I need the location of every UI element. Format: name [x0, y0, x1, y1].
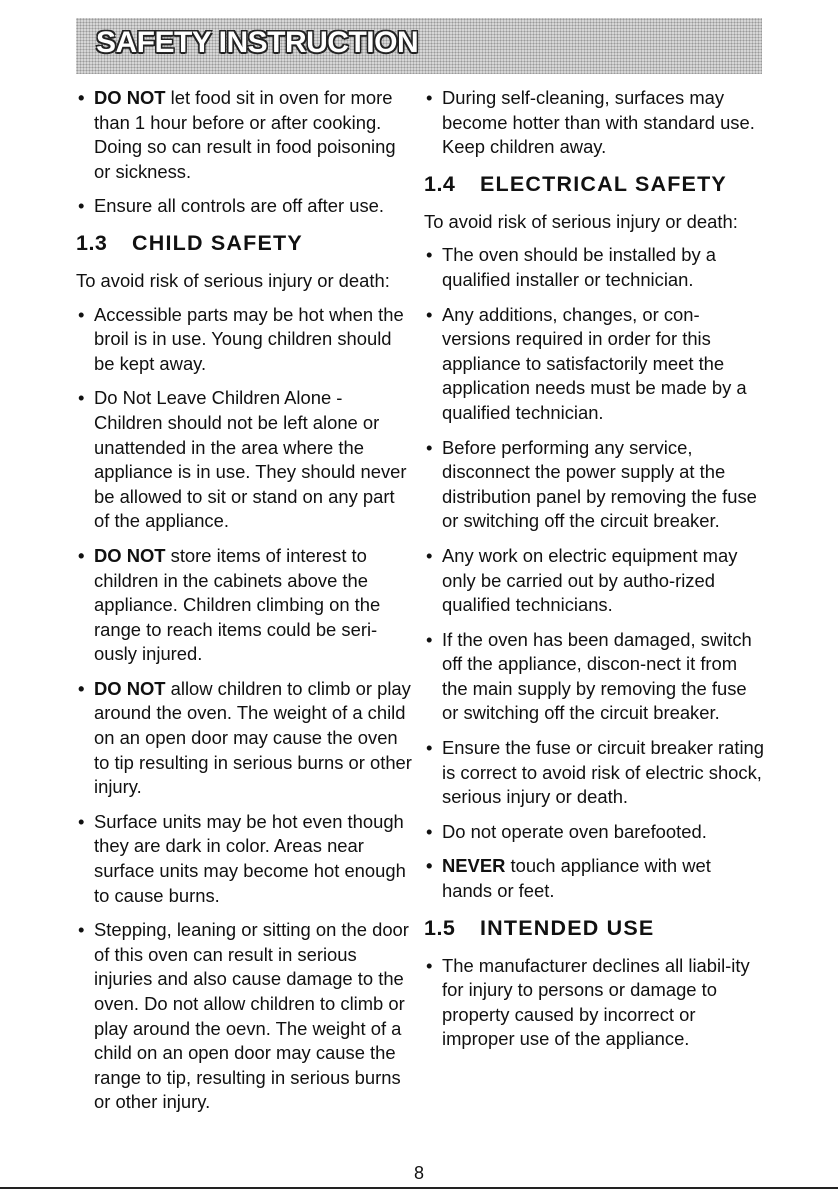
section-heading-electrical-safety: 1.4 ELECTRICAL SAFETY [424, 171, 727, 196]
list-item: • DO NOT allow children to climb or play around the oven. The weight of a child on an open door may cause the oven to tip resulting in serious burns or other injury. [76, 677, 412, 800]
list-item: • Accessible parts may be hot when the broil is in use. Young children should be kept away. [76, 303, 412, 377]
electrical-safety-list [424, 243, 764, 903]
intro-text: To avoid risk of serious injury or death: [424, 210, 738, 232]
intended-use-list [424, 954, 764, 1052]
list-item: • The manufacturer declines all liabil-ity for injury to persons or damage to property caused by incorrect or improper use of the appliance. [424, 954, 764, 1052]
child-safety-list [76, 303, 412, 1115]
left-column [76, 86, 412, 1125]
list-item: • If the oven has been damaged, switch off the appliance, discon-nect it from the main supply by removing the fuse or switching off the circuit breaker. [424, 628, 764, 726]
list-item: • DO NOT let food sit in oven for more than 1 hour before or after cooking. Doing so can result in food poisoning or sickness. [76, 86, 412, 184]
section-banner [76, 18, 762, 74]
banner-title: SAFETY INSTRUCTION [96, 26, 419, 59]
section-heading-intended-use: 1.5 INTENDED USE [424, 915, 655, 940]
section-heading-child-safety: 1.3 CHILD SAFETY [76, 230, 303, 255]
right-top-list [424, 86, 764, 160]
intro-text: To avoid risk of serious injury or death: [76, 269, 390, 291]
right-column [424, 86, 764, 1062]
list-item: • Do Not Leave Children Alone - Children should not be left alone or unattended in the area where the appliance is in use. They should never be allowed to sit or stand on any part of the appliance. [76, 386, 412, 534]
list-item: • Ensure all controls are off after use. [76, 194, 412, 219]
left-top-list [76, 86, 412, 219]
list-item: • During self-cleaning, surfaces may become hotter than with standard use. Keep children away. [424, 86, 764, 160]
list-item: • Any work on electric equipment may only be carried out by autho-rized qualified technicians. [424, 544, 764, 618]
list-item: • Any additions, changes, or con-versions required in order for this appliance to satisfactorily meet the application needs must be made by a qualified technician. [424, 303, 764, 426]
list-item: • Do not operate oven barefooted. [424, 820, 764, 845]
list-item: • Surface units may be hot even though they are dark in color. Areas near surface units may become hot enough to cause burns. [76, 810, 412, 908]
list-item: • The oven should be installed by a qualified installer or technician. [424, 243, 764, 292]
list-item: • NEVER touch appliance with wet hands or feet. [424, 854, 764, 903]
list-item: • Stepping, leaning or sitting on the door of this oven can result in serious injuries and also cause damage to the oven. Do not allow children to climb or play around the oevn. The weight of a child on an open door may cause the range to tip, resulting in serious burns or other injury. [76, 918, 412, 1115]
page-number: 8 [413, 1163, 424, 1183]
list-item: • DO NOT store items of interest to children in the cabinets above the appliance. Children climbing on the range to reach items could be seri-ously injured. [76, 544, 412, 667]
list-item: • Before performing any service, disconnect the power supply at the distribution panel by removing the fuse or switching off the circuit breaker. [424, 436, 764, 534]
list-item: • Ensure the fuse or circuit breaker rating is correct to avoid risk of electric shock, serious injury or death. [424, 736, 764, 810]
bottom-divider [0, 1187, 838, 1189]
